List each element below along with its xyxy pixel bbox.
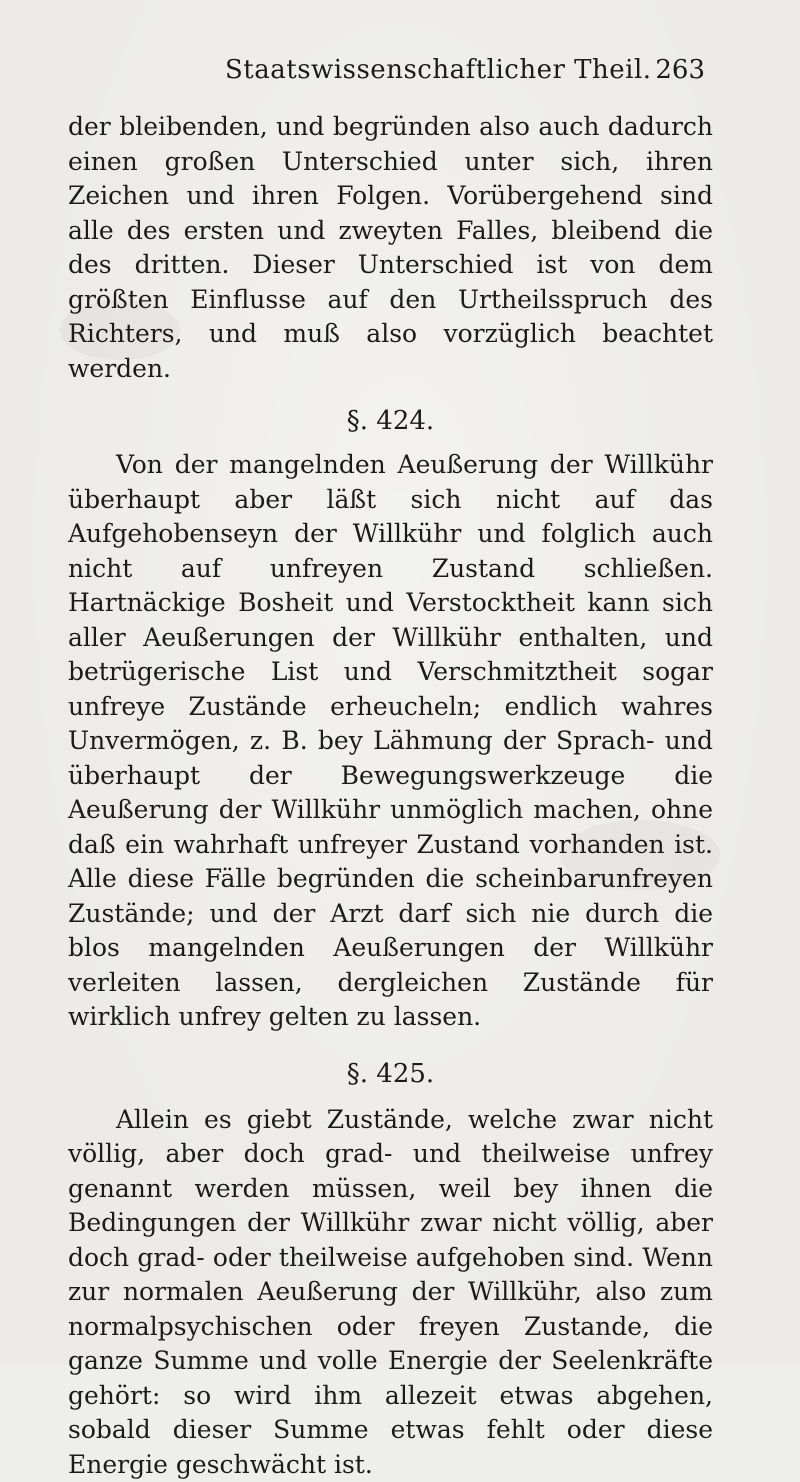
paragraph-424: Von der mangelnden Aeußerung der Willkühr überhaupt aber läßt sich nicht auf das Aufgehobenseyn der Willkühr und folglich auch nicht auf unfreyen Zustand schließen. Hartnäckige Bosheit und Verstocktheit kann sich aller Aeußerungen der Willkühr enthalten, und betrügerische List und Verschmitztheit sogar unfreye Zustände erheucheln; endlich wahres Unvermögen, z. B. bey Lähmung der Sprach- und überhaupt der Bewegungswerkzeuge die Aeußerung der Willkühr unmöglich machen, ohne daß ein wahrhaft unfreyer Zustand vorhanden ist. Alle diese Fälle begründen die scheinbarunfreyen Zustände; und der Arzt darf sich nie durch die blos mangelnden Aeußerungen der Willkühr verleiten lassen, dergleichen Zustände für wirklich unfrey gelten zu lassen. [68,448,713,1035]
paragraph-continuation: der bleibenden, und begründen also auch dadurch einen großen Unterschied unter sich, ihren Zeichen und ihren Folgen. Vorübergehend sind alle des ersten und zweyten Falles, bleibend die des dritten. Dieser Unterschied ist von dem größten Einflusse auf den Urtheilsspruch des Richters, und muß also vorzüglich beachtet werden. [68,110,713,386]
page-header [225,55,705,95]
page-number: 263 [655,55,705,85]
section-heading-424: §. 424. [68,404,713,438]
page-body [68,110,713,1482]
running-head: Staatswissenschaftlicher Theil. [225,55,652,85]
section-heading-425: §. 425. [68,1057,713,1091]
paragraph-425: Allein es giebt Zustände, welche zwar nicht völlig, aber doch grad- und theilweise unfrey genannt werden müssen, weil bey ihnen die Bedingungen der Willkühr zwar nicht völlig, aber doch grad- oder theilweise aufgehoben sind. Wenn zur normalen Aeußerung der Willkühr, also zum normalpsychischen oder freyen Zustande, die ganze Summe und volle Energie der Seelenkräfte gehört: so wird ihm allezeit etwas abgehen, sobald dieser Summe etwas fehlt oder diese Energie geschwächt ist. [68,1103,713,1482]
